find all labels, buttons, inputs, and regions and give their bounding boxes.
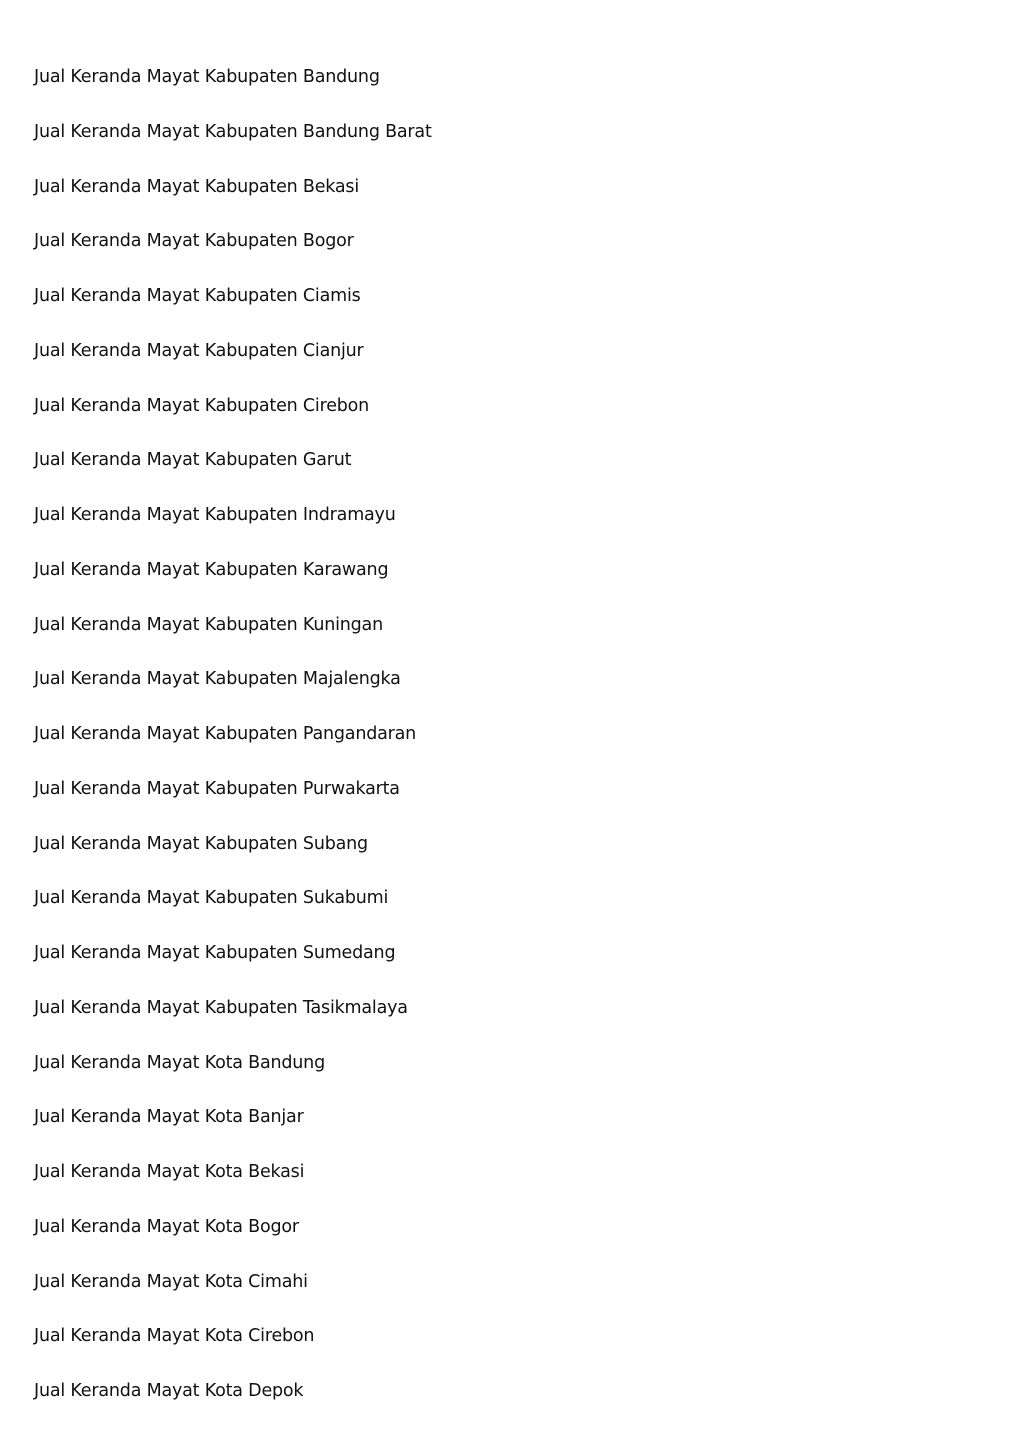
location-link[interactable]: Jual Keranda Mayat Kabupaten Kuningan — [34, 614, 383, 635]
location-link[interactable]: Jual Keranda Mayat Kabupaten Indramayu — [34, 505, 396, 525]
list-item — [34, 63, 432, 118]
location-link[interactable]: Jual Keranda Mayat Kota Bogor — [34, 1216, 299, 1237]
location-link[interactable]: Jual Keranda Mayat Kabupaten Tasikmalaya — [34, 997, 408, 1018]
list-item — [34, 884, 432, 939]
location-link[interactable]: Jual Keranda Mayat Kabupaten Bandung — [34, 67, 380, 87]
list-item — [34, 1268, 432, 1323]
list-item — [34, 1377, 432, 1432]
location-link[interactable]: Jual Keranda Mayat Kabupaten Sumedang — [34, 943, 396, 963]
list-item — [34, 173, 432, 228]
list-item — [34, 556, 432, 611]
location-link[interactable]: Jual Keranda Mayat Kota Bekasi — [34, 1162, 305, 1182]
list-item — [34, 501, 432, 556]
list-item — [34, 830, 432, 885]
list-item — [34, 611, 432, 666]
location-link[interactable]: Jual Keranda Mayat Kabupaten Sukabumi — [34, 888, 389, 909]
list-item — [34, 227, 432, 282]
location-link[interactable]: Jual Keranda Mayat Kabupaten Karawang — [34, 559, 389, 580]
list-item — [34, 282, 432, 337]
list-item — [34, 939, 432, 994]
location-link[interactable]: Jual Keranda Mayat Kabupaten Cirebon — [34, 395, 370, 416]
location-link[interactable]: Jual Keranda Mayat Kota Banjar — [34, 1107, 304, 1128]
location-link[interactable]: Jual Keranda Mayat Kabupaten Cianjur — [34, 340, 364, 361]
list-item — [34, 994, 432, 1049]
list-item — [34, 1213, 432, 1268]
location-link[interactable]: Jual Keranda Mayat Kota Cimahi — [34, 1271, 308, 1292]
location-link-list — [34, 63, 432, 1432]
list-item — [34, 1103, 432, 1158]
list-item — [34, 1322, 432, 1377]
location-link[interactable]: Jual Keranda Mayat Kabupaten Bandung Barat — [34, 121, 432, 142]
location-link[interactable]: Jual Keranda Mayat Kabupaten Pangandaran — [34, 724, 417, 744]
list-item — [34, 1049, 432, 1104]
location-link[interactable]: Jual Keranda Mayat Kabupaten Ciamis — [34, 286, 361, 306]
list-item — [34, 337, 432, 392]
list-item — [34, 446, 432, 501]
location-link[interactable]: Jual Keranda Mayat Kota Bandung — [34, 1052, 325, 1073]
location-link[interactable]: Jual Keranda Mayat Kabupaten Bogor — [34, 231, 354, 252]
list-item — [34, 118, 432, 173]
list-item — [34, 775, 432, 830]
location-link[interactable]: Jual Keranda Mayat Kota Depok — [34, 1381, 304, 1401]
list-item — [34, 665, 432, 720]
list-item — [34, 1158, 432, 1213]
location-link[interactable]: Jual Keranda Mayat Kabupaten Bekasi — [34, 176, 360, 197]
list-item — [34, 720, 432, 775]
location-link[interactable]: Jual Keranda Mayat Kabupaten Subang — [34, 833, 368, 854]
location-link[interactable]: Jual Keranda Mayat Kabupaten Garut — [34, 450, 352, 471]
location-link[interactable]: Jual Keranda Mayat Kabupaten Purwakarta — [34, 778, 400, 799]
location-link[interactable]: Jual Keranda Mayat Kabupaten Majalengka — [34, 669, 401, 690]
list-item — [34, 392, 432, 447]
location-link[interactable]: Jual Keranda Mayat Kota Cirebon — [34, 1326, 315, 1347]
